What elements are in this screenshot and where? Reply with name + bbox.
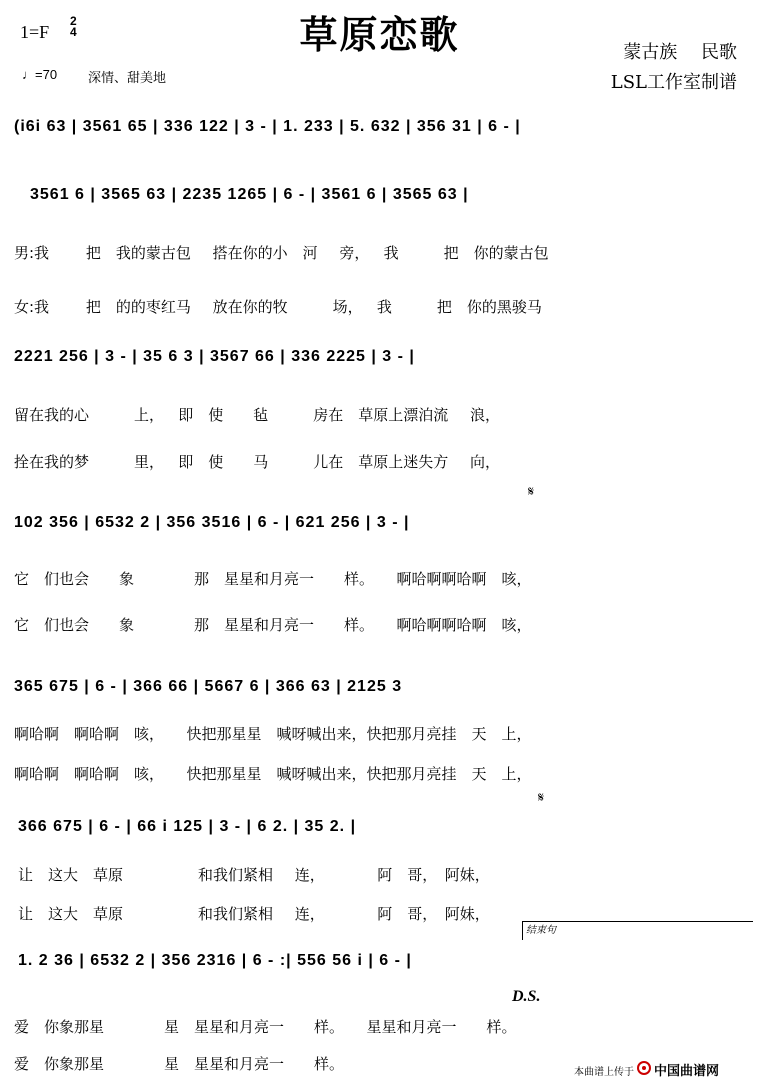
lyrics-male-row-2: 男:我 把 我的蒙古包 搭在你的小 河 旁， 我 把 你的蒙古包 [14, 244, 549, 262]
lyrics-male-row-5: 啊哈啊 啊哈啊 咳， 快把那星星 喊呀喊出来，快把那月亮挂 天 上， [14, 725, 532, 743]
upload-note: 本曲谱上传于 [574, 1067, 634, 1078]
ending-bracket [522, 921, 753, 940]
site-logo-icon [637, 1061, 651, 1075]
notation-row-7: 1. 2 36 | 6532 2 | 356 2316 | 6 - :| 556 56 i | 6 - | [18, 952, 412, 969]
lyrics-male-row-7: 爱 你象那星 星 星星和月亮一 样。 星星和月亮一 样。 [14, 1018, 517, 1036]
notation-row-5: 365 675 | 6 - | 366 66 | 5667 6 | 366 63 | 2125 3 [14, 678, 403, 695]
lyrics-male-row-4: 它 们也会 象 那 星星和月亮一 样。 啊哈啊啊哈啊 咳， [14, 570, 532, 588]
notation-row-3: 2221 256 | 3 - | 35 6 3 | 3567 66 | 336 2225 | 3 - | [14, 348, 415, 365]
segno-mark-2: 𝄋 [538, 790, 545, 806]
expression-mark: 深情、甜美地 [88, 71, 167, 86]
site-name: 中国曲谱网 [654, 1064, 720, 1079]
lyrics-male-row-3: 留在我的心 上， 即 使 毡 房在 草原上漂泊流 浪， [14, 406, 501, 424]
lyrics-female-row-4: 它 们也会 象 那 星星和月亮一 样。 啊哈啊啊哈啊 咳， [14, 616, 532, 634]
ending-label: 结束句 [526, 925, 556, 936]
lyrics-female-row-3: 拴在我的梦 里， 即 使 马 儿在 草原上迷失方 向， [14, 453, 501, 471]
dal-segno-mark: D.S. [512, 988, 541, 1005]
notation-row-6: 366 675 | 6 - | 66 i 125 | 3 - | 6 2. | 35 2. | [18, 818, 357, 835]
key-signature: 1=F [20, 22, 50, 42]
song-origin: 蒙古族 民歌 [623, 42, 737, 63]
lyrics-female-row-5: 啊哈啊 啊哈啊 咳， 快把那星星 喊呀喊出来，快把那月亮挂 天 上， [14, 765, 532, 783]
tempo-mark: ♩=70 [22, 67, 58, 82]
meter-top: 2 [70, 14, 77, 28]
time-signature [70, 16, 77, 38]
score-maker: LSL工作室制谱 [610, 72, 737, 93]
lyrics-female-row-6: 让 这大 草原 和我们紧相 连， 阿 哥， 阿妹， [18, 905, 490, 923]
notation-row-1: (i6i 63 | 3561 65 | 336 122 | 3 - | 1. 233 | 5. 632 | 356 31 | 6 - | [14, 118, 521, 135]
segno-mark-1: 𝄋 [528, 484, 535, 500]
notation-row-4: 102 356 | 6532 2 | 356 3516 | 6 - | 621 256 | 3 - | [14, 514, 410, 531]
lyrics-female-row-7: 爱 你象那星 星 星星和月亮一 样。 [14, 1055, 345, 1073]
lyrics-male-row-6: 让 这大 草原 和我们紧相 连， 阿 哥， 阿妹， [18, 866, 490, 884]
meter-bottom: 4 [70, 25, 77, 39]
notation-row-2: 3561 6 | 3565 63 | 2235 1265 | 6 - | 3561 6 | 3565 63 | [30, 186, 469, 203]
lyrics-female-row-2: 女:我 把 的的枣红马 放在你的牧 场， 我 把 你的黑骏马 [14, 298, 542, 316]
page-title: 草原恋歌 [299, 12, 460, 57]
